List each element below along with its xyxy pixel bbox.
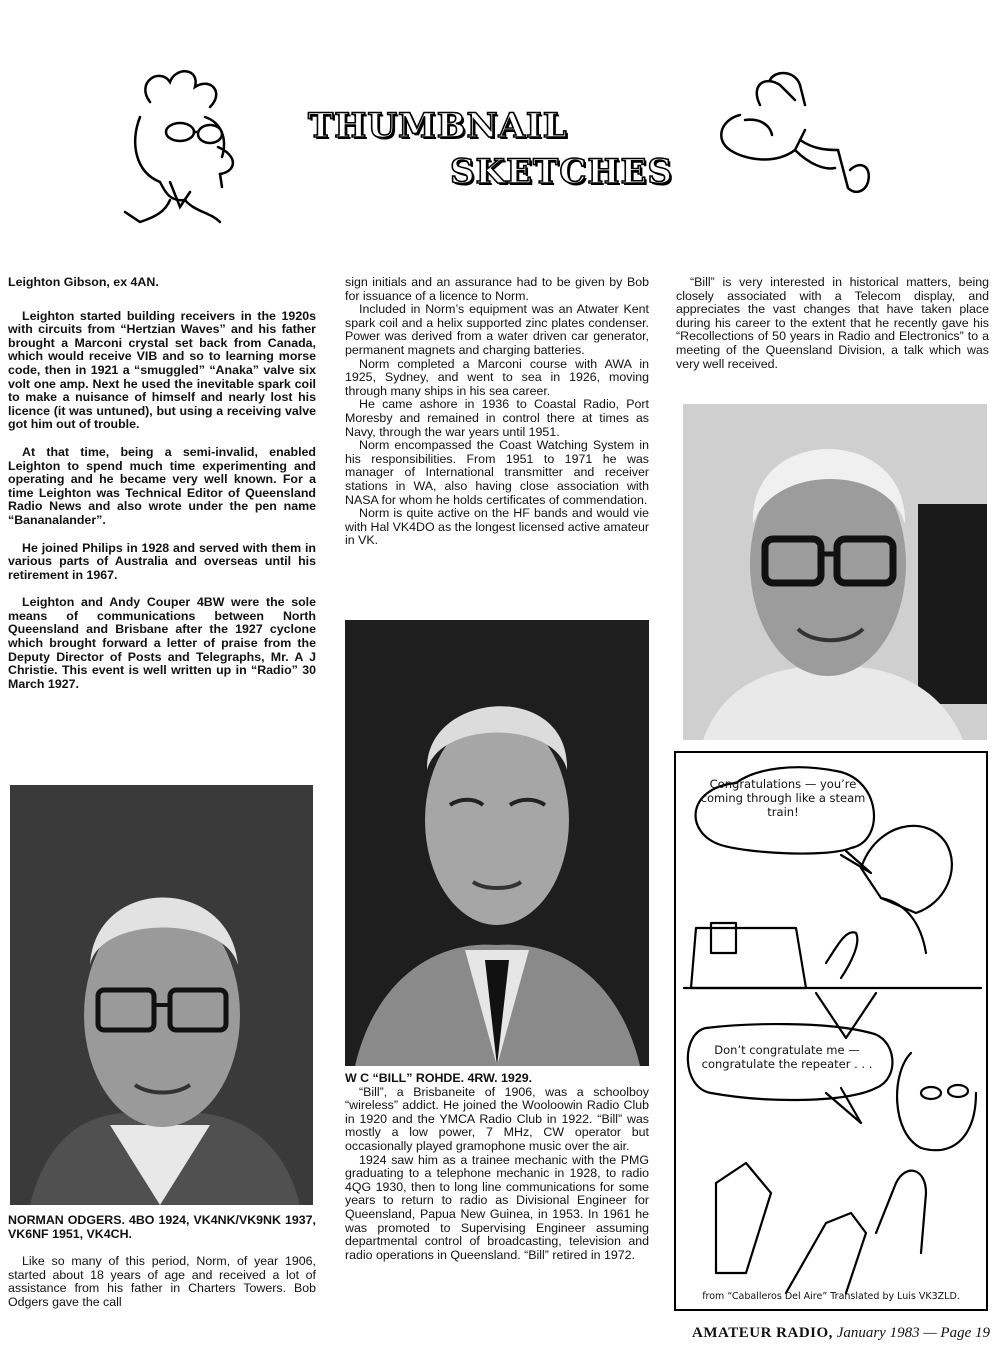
title-thumbnail: THUMBNAIL [308, 106, 568, 146]
photo-norman-odgers [10, 785, 313, 1205]
cartoon-panel [674, 751, 988, 1311]
norman-paragraph-1: Like so many of this period, Norm, of year 1906, started about 18 years of age and received a lot of assistance from his father in Charters Towers. Bob Odgers gave the call [8, 1254, 316, 1309]
norm-paragraph-6: Norm encompassed the Coast Watching System in his responsibilities. From 1951 to 1971 he was manager of International transmitter and receiver stations in WA, also having close association with NASA for whom he holds certificates of commendation. [345, 438, 649, 507]
leighton-heading: Leighton Gibson, ex 4AN. [8, 275, 159, 289]
norm-paragraph-3: Included in Norm’s equipment was an Atwater Kent spark coil and a helix supported zinc plates condenser. Power was derived from a water driven car generator, permanent magnets and charging batteries. [345, 302, 649, 357]
speech-bubble-1: Congratulations — you’re coming through like a steam train! [700, 777, 866, 819]
bill-paragraph-1: “Bill”, a Brisbaneite of 1906, was a schoolboy “wireless” addict. He joined the Wooloowin Radio Club in 1920 and the YMCA Radio Club in 1922. “Bill” was mostly a low power, 7 MHz, CW operator but occasionally played gramophone music over the air. [345, 1084, 649, 1153]
left-column [8, 276, 316, 691]
leighton-paragraph-3: He joined Philips in 1928 and served with them in various parts of Australia and overseas until his retirement in 1967. [8, 540, 316, 582]
right-column [676, 276, 989, 371]
page-header [0, 0, 1000, 240]
bill-paragraph-2: 1924 saw him as a trainee mechanic with the PMG graduating to a telephone mechanic in 1928, to radio 4QG 1930, then to long line communications for some years to return to radio as Divisional Engineer for Queensland, Papua New Guinea, in 1953. In 1961 he was promoted to Supervising Engineer assuming departmental control of broadcasting, television and radio operations in Queensland. “Bill” retired in 1972. [345, 1152, 649, 1262]
photo-bill-rohde-elderly [345, 620, 649, 1066]
photo-bill-rohde-glasses [683, 404, 987, 740]
left-column-lower [8, 1214, 316, 1310]
cartoon-credit: from “Caballeros Del Aire” Translated by Luis VK3ZLD. [702, 1291, 960, 1302]
issue-info: January 1983 — Page 19 [836, 1325, 990, 1341]
speech-bubble-2: Don’t congratulate me — congratulate the repeater . . . [701, 1043, 873, 1071]
middle-column [345, 276, 649, 548]
caricature-head-drawing [110, 62, 370, 302]
norm-paragraph-2: sign initials and an assurance had to be given by Bob for issuance of a licence to Norm. [345, 275, 649, 303]
leighton-paragraph-1: Leighton started building receivers in the 1920s with circuits from “Hertzian Waves” and his father brought a Marconi crystal set back from Canada, which would receive VIB and so to learning morse code, then in 1921 a “smuggled” “Anaka” valve six volt one amp. Next he used the inevitable spark coil to make a nuisance of himself and nearly lost his licence (it was untuned), but using a receiving valve got him out of trouble. [8, 308, 316, 432]
norman-heading: NORMAN ODGERS. 4BO 1924, VK4NK/VK9NK 1937, VK6NF 1951, VK4CH. [8, 1213, 316, 1241]
middle-column-lower [345, 1072, 649, 1262]
hand-pinch-drawing [700, 70, 900, 200]
leighton-paragraph-4: Leighton and Andy Couper 4BW were the sole means of communications between North Queensland and Brisbane after the 1927 cyclone which brought forward a letter of praise from the Deputy Director of Posts and Telegraphs, Mr. A J Christie. This event is well written up in “Radio” 30 March 1927. [8, 595, 316, 691]
norm-paragraph-5: He came ashore in 1936 to Coastal Radio, Port Moresby and remained in control there at times as Navy, through the war years until 1951. [345, 397, 649, 439]
title-sketches: SKETCHES [450, 152, 673, 192]
page-footer [692, 1325, 990, 1342]
norm-paragraph-4: Norm completed a Marconi course with AWA in 1925, Sydney, and went to sea in 1926, moving through many ships in his sea career. [345, 356, 649, 398]
leighton-paragraph-2: At that time, being a semi-invalid, enabled Leighton to spend much time experimenting and operating and he became very well known. For a time Leighton was Technical Editor of Queensland Radio News and also wrote under the pen name “Bananalander”. [8, 444, 316, 527]
cartoon-drawing [676, 753, 986, 1309]
bill-paragraph-3: “Bill” is very interested in historical matters, being closely associated with a Telecom display, and appreciates the vast changes that have taken place during his career to the extent that he recently gave his “Recollections of 50 years in Radio and Electronics” to a meeting of the Queensland Division, a talk which was very well received. [676, 275, 989, 371]
bill-heading: W C “BILL” ROHDE. 4RW. 1929. [345, 1071, 533, 1085]
norm-paragraph-7: Norm is quite active on the HF bands and would vie with Hal VK4DO as the longest licensed active amateur in VK. [345, 506, 649, 548]
magazine-name: AMATEUR RADIO, [692, 1325, 833, 1341]
